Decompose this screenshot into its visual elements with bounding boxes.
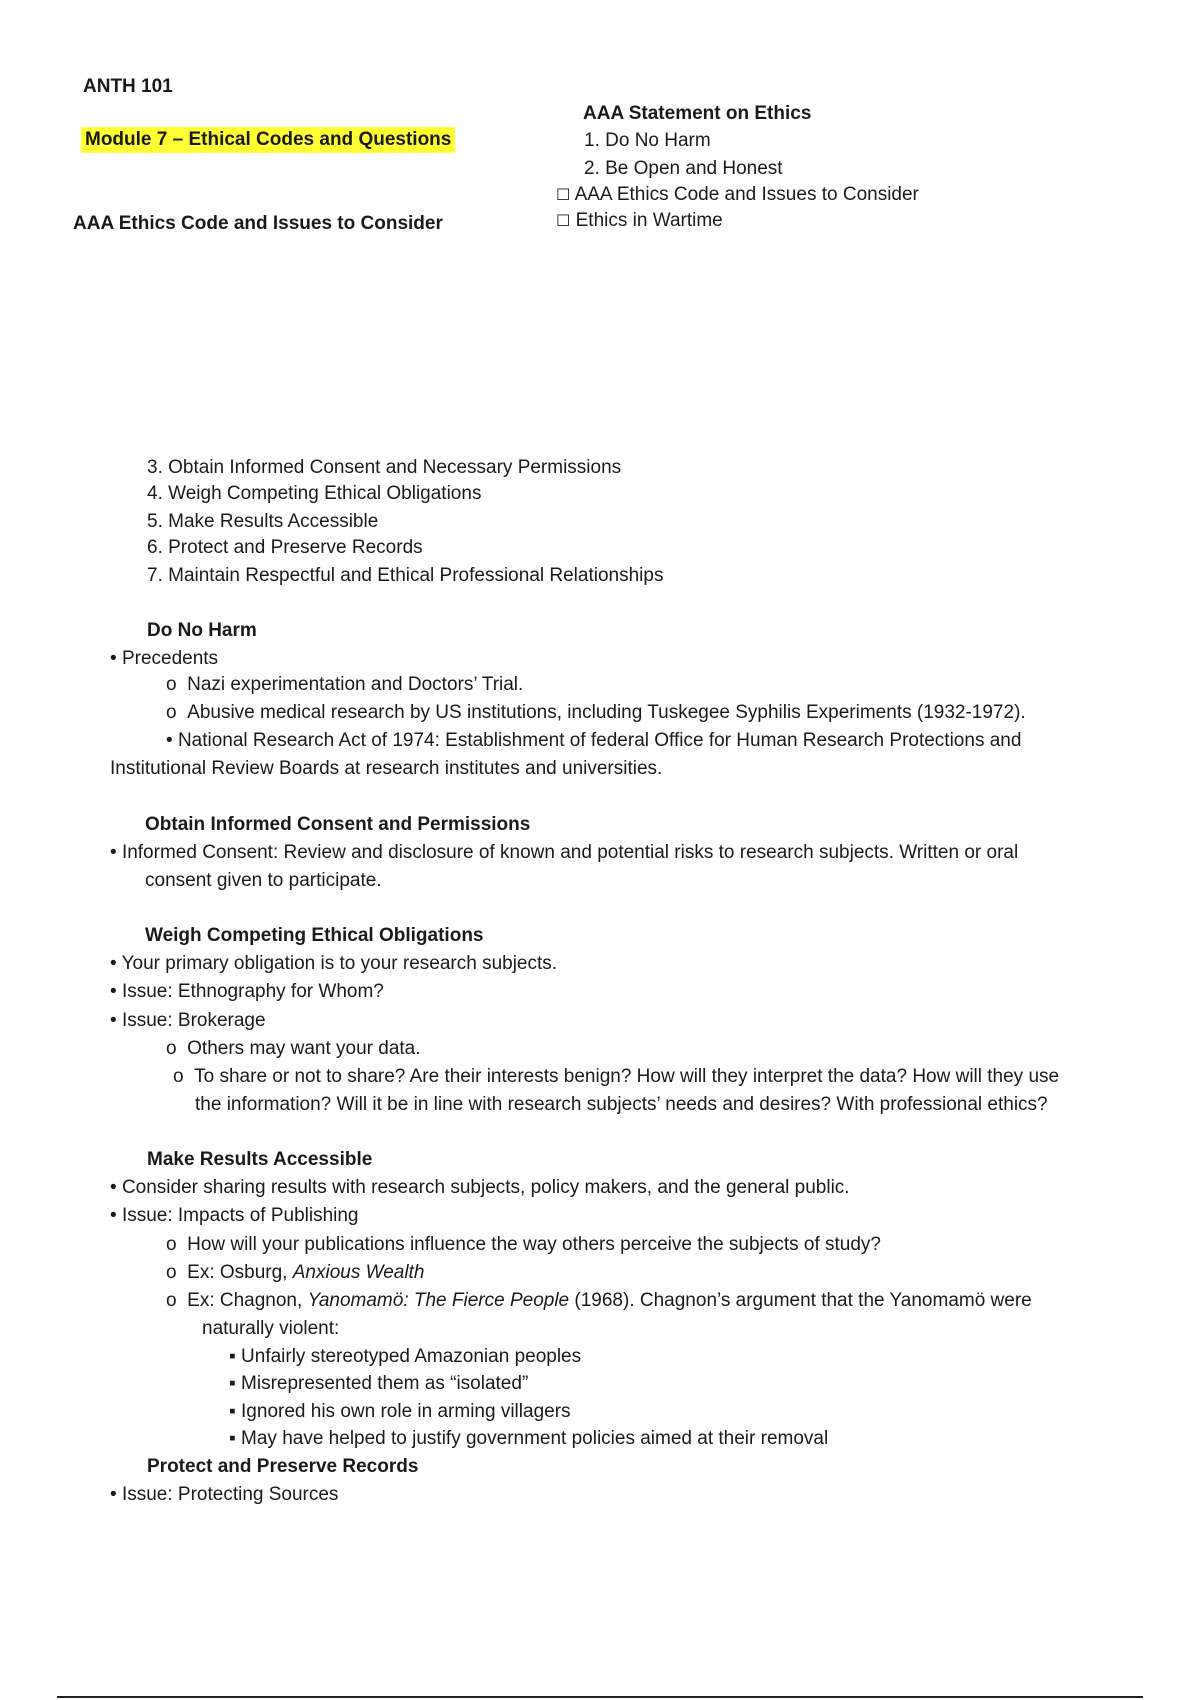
bullet-text: Precedents — [121, 648, 219, 669]
act-line-1 — [166, 731, 1021, 750]
section-title: AAA Ethics Code and Issues to Consider — [73, 213, 443, 234]
heading-do-no-harm: Do No Harm — [147, 620, 257, 641]
bullet-glyph: • — [110, 1177, 117, 1198]
consent-line-1 — [110, 843, 1018, 862]
bullet-glyph: • — [110, 842, 117, 863]
sub-osburg — [166, 1263, 424, 1282]
sub-glyph: o — [166, 1038, 177, 1059]
sub-text: Others may want your data. — [187, 1038, 421, 1059]
bullet-text: Issue: Brokerage — [121, 1010, 266, 1031]
heading-records: Protect and Preserve Records — [147, 1456, 419, 1477]
principle-3: 3. Obtain Informed Consent and Necessary Permissions — [147, 457, 622, 478]
bullet-ethnography-for-whom — [110, 982, 384, 1001]
outline-link-wartime[interactable] — [556, 211, 723, 230]
module-title-highlight: Module 7 – Ethical Codes and Questions — [81, 127, 455, 153]
bullet-sharing-results — [110, 1178, 850, 1197]
sub-text-rest: (1968). Chagnon’s argument that the Yanomamö were — [569, 1290, 1032, 1311]
principle-7: 7. Maintain Respectful and Ethical Professional Relationships — [147, 565, 664, 586]
sub-glyph: o — [166, 674, 177, 695]
sub-chagnon-line-1 — [166, 1291, 1032, 1310]
square-text: May have helped to justify government policies aimed at their removal — [241, 1428, 829, 1449]
bullet-brokerage — [110, 1011, 266, 1030]
square-text: Unfairly stereotyped Amazonian peoples — [241, 1346, 582, 1367]
book-title-anxious-wealth: Anxious Wealth — [292, 1262, 425, 1283]
act-line-2: Institutional Review Boards at research institutes and universities. — [110, 758, 663, 779]
book-title-fierce-people: Yanomamö: The Fierce People — [307, 1290, 570, 1311]
outline-heading: AAA Statement on Ethics — [583, 103, 812, 124]
outline-item-2: 2. Be Open and Honest — [584, 158, 783, 179]
sub-glyph: o — [173, 1066, 184, 1087]
outline-link-ethics-code-label: AAA Ethics Code and Issues to Consider — [574, 184, 919, 205]
square-item-justify-policies — [229, 1429, 828, 1448]
sub-text: Ex: Osburg, — [187, 1262, 293, 1283]
bullet-glyph: • — [110, 1484, 117, 1505]
heading-obligations: Weigh Competing Ethical Obligations — [145, 925, 484, 946]
bullet-primary-obligation — [110, 954, 557, 973]
bullet-precedents — [110, 649, 218, 668]
bullet-glyph: • — [166, 730, 173, 751]
outline-link-wartime-label: Ethics in Wartime — [575, 210, 723, 231]
checkbox-icon: ☐ — [556, 185, 571, 204]
square-glyph: ▪ — [229, 1346, 236, 1367]
sub-glyph: o — [166, 1234, 177, 1255]
outline-link-ethics-code[interactable] — [556, 185, 919, 204]
sub-to-share-line-2: the information? Will it be in line with research subjects’ needs and desires? With professional ethics? — [195, 1094, 1048, 1115]
bullet-text: Consider sharing results with research subjects, policy makers, and the general public. — [121, 1177, 850, 1198]
sub-to-share-line-1 — [173, 1067, 1059, 1086]
footer-rule — [57, 1696, 1143, 1698]
sub-glyph: o — [166, 702, 177, 723]
square-glyph: ▪ — [229, 1401, 236, 1422]
sub-text: Nazi experimentation and Doctors’ Trial. — [187, 674, 524, 695]
bullet-glyph: • — [110, 648, 117, 669]
outline-item-1: 1. Do No Harm — [584, 130, 711, 151]
bullet-glyph: • — [110, 953, 117, 974]
square-item-ignored-role — [229, 1402, 571, 1421]
bullet-glyph: • — [110, 981, 117, 1002]
square-item-stereotyped — [229, 1347, 581, 1366]
bullet-protecting-sources — [110, 1485, 338, 1504]
principle-4: 4. Weigh Competing Ethical Obligations — [147, 483, 482, 504]
consent-line-2: consent given to participate. — [145, 870, 382, 891]
bullet-text: Issue: Impacts of Publishing — [121, 1205, 359, 1226]
sub-tuskegee — [166, 703, 1026, 722]
sub-publications-influence — [166, 1235, 881, 1254]
square-glyph: ▪ — [229, 1373, 236, 1394]
principle-5: 5. Make Results Accessible — [147, 511, 379, 532]
sub-text: How will your publications influence the way others perceive the subjects of study? — [187, 1234, 882, 1255]
sub-chagnon-line-2: naturally violent: — [202, 1318, 340, 1339]
sub-text: Ex: Chagnon, — [187, 1290, 308, 1311]
checkbox-icon: ☐ — [556, 211, 571, 230]
consent-text: Informed Consent: Review and disclosure of known and potential risks to research subjects. Written or oral — [121, 842, 1019, 863]
module-title — [81, 130, 455, 149]
bullet-text: Your primary obligation is to your research subjects. — [121, 953, 558, 974]
bullet-glyph: • — [110, 1205, 117, 1226]
square-glyph: ▪ — [229, 1428, 236, 1449]
square-text: Ignored his own role in arming villagers — [241, 1401, 571, 1422]
sub-nazi — [166, 675, 523, 694]
heading-informed-consent: Obtain Informed Consent and Permissions — [145, 814, 531, 835]
square-text: Misrepresented them as “isolated” — [241, 1373, 529, 1394]
bullet-glyph: • — [110, 1010, 117, 1031]
square-item-misrepresented — [229, 1374, 528, 1393]
sub-text: Abusive medical research by US institutions, including Tuskegee Syphilis Experiments (1932-1972). — [187, 702, 1026, 723]
bullet-text: Issue: Ethnography for Whom? — [121, 981, 384, 1002]
bullet-impacts-publishing — [110, 1206, 359, 1225]
heading-results-accessible: Make Results Accessible — [147, 1149, 373, 1170]
sub-glyph: o — [166, 1290, 177, 1311]
sub-others-want-data — [166, 1039, 421, 1058]
course-code: ANTH 101 — [83, 76, 173, 97]
sub-glyph: o — [166, 1262, 177, 1283]
act-text: National Research Act of 1974: Establishment of federal Office for Human Research Protections and — [177, 730, 1022, 751]
bullet-text: Issue: Protecting Sources — [121, 1484, 339, 1505]
principle-6: 6. Protect and Preserve Records — [147, 537, 423, 558]
sub-text: To share or not to share? Are their interests benign? How will they interpret the data? How will they use — [194, 1066, 1060, 1087]
